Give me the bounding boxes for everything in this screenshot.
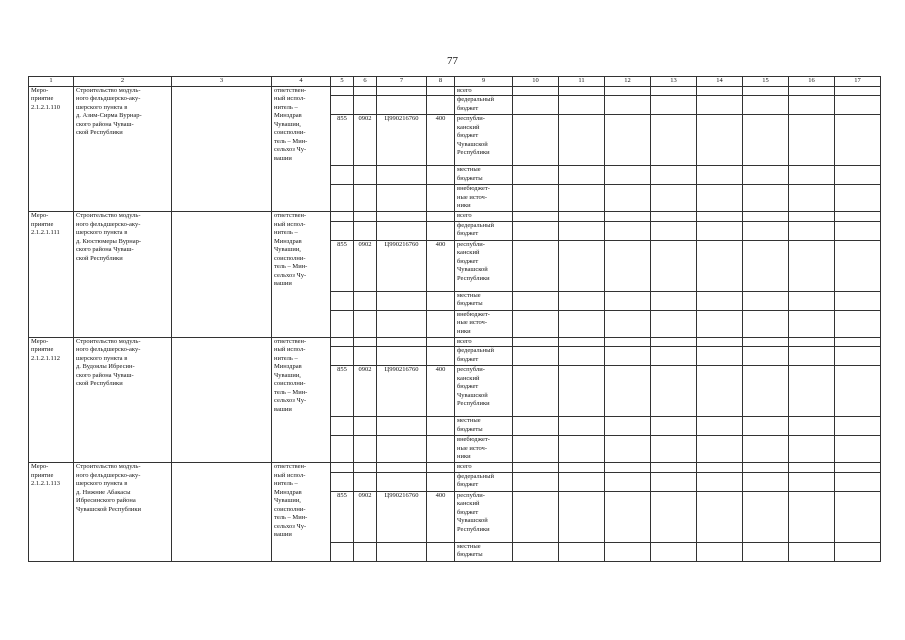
- funding-source-cell: местные бюджеты: [455, 542, 513, 561]
- funding-source-cell: всего: [455, 212, 513, 222]
- empty-cell: [331, 337, 354, 347]
- empty-cell: [697, 542, 743, 561]
- empty-cell: [354, 212, 377, 222]
- empty-cell: [651, 347, 697, 366]
- empty-cell: [697, 115, 743, 166]
- funding-source-cell: местные бюджеты: [455, 291, 513, 310]
- empty-cell: [513, 417, 559, 436]
- table-row: [29, 337, 881, 347]
- empty-cell: [605, 417, 651, 436]
- empty-cell: [559, 185, 605, 212]
- funding-source-cell: республи- канский бюджет Чувашской Республики: [455, 240, 513, 291]
- empty-cell: [513, 240, 559, 291]
- empty-cell: [835, 221, 881, 240]
- empty-cell: [743, 337, 789, 347]
- responsible-cell: ответствен- ный испол- нитель – Минздрав Чувашии, соисполни- тель – Мин- сельхоз Чу- вашии: [272, 337, 331, 463]
- empty-cell: [605, 86, 651, 96]
- empty-cell: [789, 366, 835, 417]
- empty-cell: [427, 417, 455, 436]
- column-header: 5: [331, 77, 354, 87]
- empty-cell: [835, 542, 881, 561]
- empty-cell: [331, 417, 354, 436]
- empty-cell: [513, 491, 559, 542]
- empty-cell: [605, 185, 651, 212]
- empty-cell: [605, 115, 651, 166]
- empty-cell: [605, 436, 651, 463]
- empty-cell: [835, 115, 881, 166]
- funding-source-cell: федеральный бюджет: [455, 347, 513, 366]
- empty-cell: [331, 96, 354, 115]
- budget-code-cell: 855: [331, 491, 354, 542]
- measure-code-cell: Меро- приятие 2.1.2.1.112: [29, 337, 74, 463]
- budget-code-cell: 400: [427, 115, 455, 166]
- empty-cell: [743, 310, 789, 337]
- empty-cell: [377, 185, 427, 212]
- empty-cell: [559, 221, 605, 240]
- empty-cell: [331, 347, 354, 366]
- empty-cell: [172, 463, 272, 562]
- empty-cell: [743, 240, 789, 291]
- empty-cell: [559, 436, 605, 463]
- empty-cell: [354, 417, 377, 436]
- empty-cell: [605, 221, 651, 240]
- empty-cell: [354, 472, 377, 491]
- empty-cell: [354, 96, 377, 115]
- empty-cell: [651, 436, 697, 463]
- column-header: 2: [74, 77, 172, 87]
- empty-cell: [427, 221, 455, 240]
- empty-cell: [559, 491, 605, 542]
- empty-cell: [377, 310, 427, 337]
- empty-cell: [651, 240, 697, 291]
- empty-cell: [427, 347, 455, 366]
- budget-code-cell: 0902: [354, 115, 377, 166]
- empty-cell: [697, 337, 743, 347]
- empty-cell: [559, 115, 605, 166]
- empty-cell: [354, 86, 377, 96]
- empty-cell: [172, 86, 272, 212]
- empty-cell: [513, 212, 559, 222]
- empty-cell: [789, 310, 835, 337]
- empty-cell: [377, 542, 427, 561]
- empty-cell: [559, 86, 605, 96]
- empty-cell: [513, 463, 559, 473]
- empty-cell: [427, 337, 455, 347]
- empty-cell: [513, 115, 559, 166]
- empty-cell: [427, 542, 455, 561]
- empty-cell: [697, 463, 743, 473]
- empty-cell: [513, 166, 559, 185]
- empty-cell: [377, 96, 427, 115]
- budget-code-cell: 400: [427, 240, 455, 291]
- column-header: 10: [513, 77, 559, 87]
- empty-cell: [331, 221, 354, 240]
- responsible-cell: ответствен- ный испол- нитель – Минздрав Чувашии, соисполни- тель – Мин- сельхоз Чу- вашии: [272, 212, 331, 338]
- empty-cell: [605, 347, 651, 366]
- empty-cell: [427, 463, 455, 473]
- column-header: 9: [455, 77, 513, 87]
- empty-cell: [605, 212, 651, 222]
- empty-cell: [605, 166, 651, 185]
- empty-cell: [513, 221, 559, 240]
- empty-cell: [789, 240, 835, 291]
- empty-cell: [605, 463, 651, 473]
- empty-cell: [743, 86, 789, 96]
- empty-cell: [559, 463, 605, 473]
- empty-cell: [697, 310, 743, 337]
- empty-cell: [354, 221, 377, 240]
- empty-cell: [513, 366, 559, 417]
- empty-cell: [377, 417, 427, 436]
- empty-cell: [354, 166, 377, 185]
- funding-source-cell: федеральный бюджет: [455, 472, 513, 491]
- empty-cell: [427, 96, 455, 115]
- empty-cell: [427, 472, 455, 491]
- empty-cell: [559, 347, 605, 366]
- empty-cell: [743, 491, 789, 542]
- empty-cell: [789, 491, 835, 542]
- empty-cell: [651, 310, 697, 337]
- funding-source-cell: внебюджет- ные источ- ники: [455, 310, 513, 337]
- empty-cell: [331, 86, 354, 96]
- budget-code-cell: Ц990216760: [377, 366, 427, 417]
- empty-cell: [835, 185, 881, 212]
- budget-code-cell: Ц990216760: [377, 491, 427, 542]
- empty-cell: [743, 472, 789, 491]
- empty-cell: [427, 310, 455, 337]
- empty-cell: [331, 291, 354, 310]
- empty-cell: [651, 291, 697, 310]
- column-header: 12: [605, 77, 651, 87]
- column-header: 4: [272, 77, 331, 87]
- empty-cell: [354, 310, 377, 337]
- empty-cell: [835, 291, 881, 310]
- empty-cell: [835, 463, 881, 473]
- funding-source-cell: республи- канский бюджет Чувашской Республики: [455, 366, 513, 417]
- column-header: 13: [651, 77, 697, 87]
- measure-code-cell: Меро- приятие 2.1.2.1.111: [29, 212, 74, 338]
- empty-cell: [697, 86, 743, 96]
- empty-cell: [331, 212, 354, 222]
- empty-cell: [789, 96, 835, 115]
- empty-cell: [559, 542, 605, 561]
- empty-cell: [697, 166, 743, 185]
- budget-code-cell: Ц990216760: [377, 240, 427, 291]
- funding-source-cell: федеральный бюджет: [455, 221, 513, 240]
- empty-cell: [377, 463, 427, 473]
- empty-cell: [743, 436, 789, 463]
- empty-cell: [697, 417, 743, 436]
- empty-cell: [835, 347, 881, 366]
- column-header: 7: [377, 77, 427, 87]
- empty-cell: [697, 221, 743, 240]
- empty-cell: [697, 185, 743, 212]
- empty-cell: [743, 221, 789, 240]
- empty-cell: [605, 310, 651, 337]
- column-header: 15: [743, 77, 789, 87]
- empty-cell: [513, 185, 559, 212]
- program-measures-table: [28, 76, 881, 562]
- empty-cell: [697, 291, 743, 310]
- funding-source-cell: местные бюджеты: [455, 417, 513, 436]
- empty-cell: [651, 491, 697, 542]
- empty-cell: [835, 491, 881, 542]
- empty-cell: [651, 96, 697, 115]
- empty-cell: [172, 337, 272, 463]
- budget-code-cell: 0902: [354, 240, 377, 291]
- empty-cell: [651, 185, 697, 212]
- empty-cell: [377, 86, 427, 96]
- empty-cell: [789, 115, 835, 166]
- funding-source-cell: федеральный бюджет: [455, 96, 513, 115]
- empty-cell: [354, 436, 377, 463]
- empty-cell: [743, 463, 789, 473]
- funding-source-cell: республи- канский бюджет Чувашской Республики: [455, 115, 513, 166]
- empty-cell: [743, 542, 789, 561]
- responsible-cell: ответствен- ный испол- нитель – Минздрав Чувашии, соисполни- тель – Мин- сельхоз Чу- вашии: [272, 463, 331, 562]
- empty-cell: [651, 366, 697, 417]
- empty-cell: [559, 337, 605, 347]
- empty-cell: [427, 86, 455, 96]
- empty-cell: [513, 436, 559, 463]
- column-header: 3: [172, 77, 272, 87]
- measure-code-cell: Меро- приятие 2.1.2.1.110: [29, 86, 74, 212]
- empty-cell: [605, 291, 651, 310]
- empty-cell: [331, 185, 354, 212]
- column-header: 11: [559, 77, 605, 87]
- measure-title-cell: Строительство модуль- ного фельдшерско-аку- шерского пункта в д. Нижние Абакасы Ибресинского района Чувашской Республики: [74, 463, 172, 562]
- empty-cell: [835, 212, 881, 222]
- empty-cell: [377, 436, 427, 463]
- funding-source-cell: всего: [455, 86, 513, 96]
- empty-cell: [835, 240, 881, 291]
- budget-code-cell: 855: [331, 115, 354, 166]
- budget-code-cell: 400: [427, 366, 455, 417]
- empty-cell: [354, 347, 377, 366]
- empty-cell: [743, 347, 789, 366]
- page-number: 77: [447, 55, 458, 67]
- budget-code-cell: 0902: [354, 491, 377, 542]
- empty-cell: [331, 472, 354, 491]
- empty-cell: [377, 347, 427, 366]
- empty-cell: [743, 115, 789, 166]
- empty-cell: [172, 212, 272, 338]
- empty-cell: [513, 310, 559, 337]
- empty-cell: [835, 166, 881, 185]
- empty-cell: [605, 337, 651, 347]
- empty-cell: [377, 291, 427, 310]
- funding-source-cell: внебюджет- ные источ- ники: [455, 436, 513, 463]
- empty-cell: [377, 337, 427, 347]
- column-header: 8: [427, 77, 455, 87]
- empty-cell: [605, 240, 651, 291]
- empty-cell: [789, 463, 835, 473]
- empty-cell: [651, 115, 697, 166]
- measure-title-cell: Строительство модуль- ного фельдшерско-аку- шерского пункта в д. Вудоялы Ибресин- ского района Чуваш- ской Республики: [74, 337, 172, 463]
- column-number-row: [29, 77, 881, 87]
- empty-cell: [559, 417, 605, 436]
- empty-cell: [354, 291, 377, 310]
- empty-cell: [427, 291, 455, 310]
- column-header: 14: [697, 77, 743, 87]
- empty-cell: [743, 417, 789, 436]
- table-row: [29, 86, 881, 96]
- empty-cell: [743, 166, 789, 185]
- empty-cell: [377, 166, 427, 185]
- column-header: 16: [789, 77, 835, 87]
- empty-cell: [427, 212, 455, 222]
- empty-cell: [789, 472, 835, 491]
- empty-cell: [331, 463, 354, 473]
- empty-cell: [331, 310, 354, 337]
- empty-cell: [513, 291, 559, 310]
- empty-cell: [743, 185, 789, 212]
- empty-cell: [559, 472, 605, 491]
- empty-cell: [651, 542, 697, 561]
- empty-cell: [354, 463, 377, 473]
- empty-cell: [559, 240, 605, 291]
- empty-cell: [354, 185, 377, 212]
- empty-cell: [835, 417, 881, 436]
- empty-cell: [835, 86, 881, 96]
- responsible-cell: ответствен- ный испол- нитель – Минздрав Чувашии, соисполни- тель – Мин- сельхоз Чу- вашии: [272, 86, 331, 212]
- empty-cell: [427, 166, 455, 185]
- empty-cell: [377, 212, 427, 222]
- empty-cell: [651, 472, 697, 491]
- empty-cell: [651, 463, 697, 473]
- empty-cell: [513, 86, 559, 96]
- budget-code-cell: 400: [427, 491, 455, 542]
- empty-cell: [605, 366, 651, 417]
- measure-code-cell: Меро- приятие 2.1.2.1.113: [29, 463, 74, 562]
- empty-cell: [789, 337, 835, 347]
- measure-title-cell: Строительство модуль- ного фельдшерско-аку- шерского пункта в д. Кюстюмеры Вурнар- ского района Чуваш- ской Республики: [74, 212, 172, 338]
- empty-cell: [789, 86, 835, 96]
- empty-cell: [605, 472, 651, 491]
- empty-cell: [697, 366, 743, 417]
- column-header: 17: [835, 77, 881, 87]
- empty-cell: [559, 366, 605, 417]
- funding-source-cell: всего: [455, 463, 513, 473]
- table-row: [29, 463, 881, 473]
- empty-cell: [559, 310, 605, 337]
- empty-cell: [789, 166, 835, 185]
- empty-cell: [743, 96, 789, 115]
- empty-cell: [835, 472, 881, 491]
- empty-cell: [743, 212, 789, 222]
- empty-cell: [697, 347, 743, 366]
- empty-cell: [697, 96, 743, 115]
- empty-cell: [789, 221, 835, 240]
- empty-cell: [651, 86, 697, 96]
- empty-cell: [743, 291, 789, 310]
- empty-cell: [743, 366, 789, 417]
- empty-cell: [513, 542, 559, 561]
- empty-cell: [354, 542, 377, 561]
- empty-cell: [559, 166, 605, 185]
- funding-source-cell: внебюджет- ные источ- ники: [455, 185, 513, 212]
- budget-code-cell: 0902: [354, 366, 377, 417]
- empty-cell: [513, 347, 559, 366]
- column-header: 1: [29, 77, 74, 87]
- empty-cell: [835, 366, 881, 417]
- empty-cell: [651, 417, 697, 436]
- empty-cell: [697, 472, 743, 491]
- budget-code-cell: 855: [331, 366, 354, 417]
- empty-cell: [513, 472, 559, 491]
- empty-cell: [354, 337, 377, 347]
- empty-cell: [513, 96, 559, 115]
- empty-cell: [697, 212, 743, 222]
- empty-cell: [835, 337, 881, 347]
- empty-cell: [651, 166, 697, 185]
- funding-source-cell: всего: [455, 337, 513, 347]
- empty-cell: [331, 542, 354, 561]
- empty-cell: [835, 310, 881, 337]
- empty-cell: [331, 166, 354, 185]
- funding-source-cell: местные бюджеты: [455, 166, 513, 185]
- table-row: [29, 212, 881, 222]
- column-header: 6: [354, 77, 377, 87]
- empty-cell: [651, 221, 697, 240]
- empty-cell: [697, 491, 743, 542]
- empty-cell: [835, 96, 881, 115]
- empty-cell: [651, 337, 697, 347]
- empty-cell: [697, 436, 743, 463]
- empty-cell: [789, 291, 835, 310]
- empty-cell: [377, 221, 427, 240]
- empty-cell: [789, 436, 835, 463]
- empty-cell: [835, 436, 881, 463]
- empty-cell: [559, 96, 605, 115]
- empty-cell: [559, 212, 605, 222]
- empty-cell: [377, 472, 427, 491]
- empty-cell: [651, 212, 697, 222]
- empty-cell: [427, 436, 455, 463]
- budget-code-cell: 855: [331, 240, 354, 291]
- empty-cell: [427, 185, 455, 212]
- funding-source-cell: республи- канский бюджет Чувашской Республики: [455, 491, 513, 542]
- empty-cell: [559, 291, 605, 310]
- empty-cell: [605, 542, 651, 561]
- budget-code-cell: Ц990216760: [377, 115, 427, 166]
- empty-cell: [789, 185, 835, 212]
- empty-cell: [789, 417, 835, 436]
- empty-cell: [331, 436, 354, 463]
- empty-cell: [697, 240, 743, 291]
- empty-cell: [605, 491, 651, 542]
- empty-cell: [789, 542, 835, 561]
- empty-cell: [789, 212, 835, 222]
- empty-cell: [789, 347, 835, 366]
- empty-cell: [605, 96, 651, 115]
- measure-title-cell: Строительство модуль- ного фельдшерско-аку- шерского пункта в д. Азим-Сирма Вурнар- ского района Чуваш- ской Республики: [74, 86, 172, 212]
- empty-cell: [513, 337, 559, 347]
